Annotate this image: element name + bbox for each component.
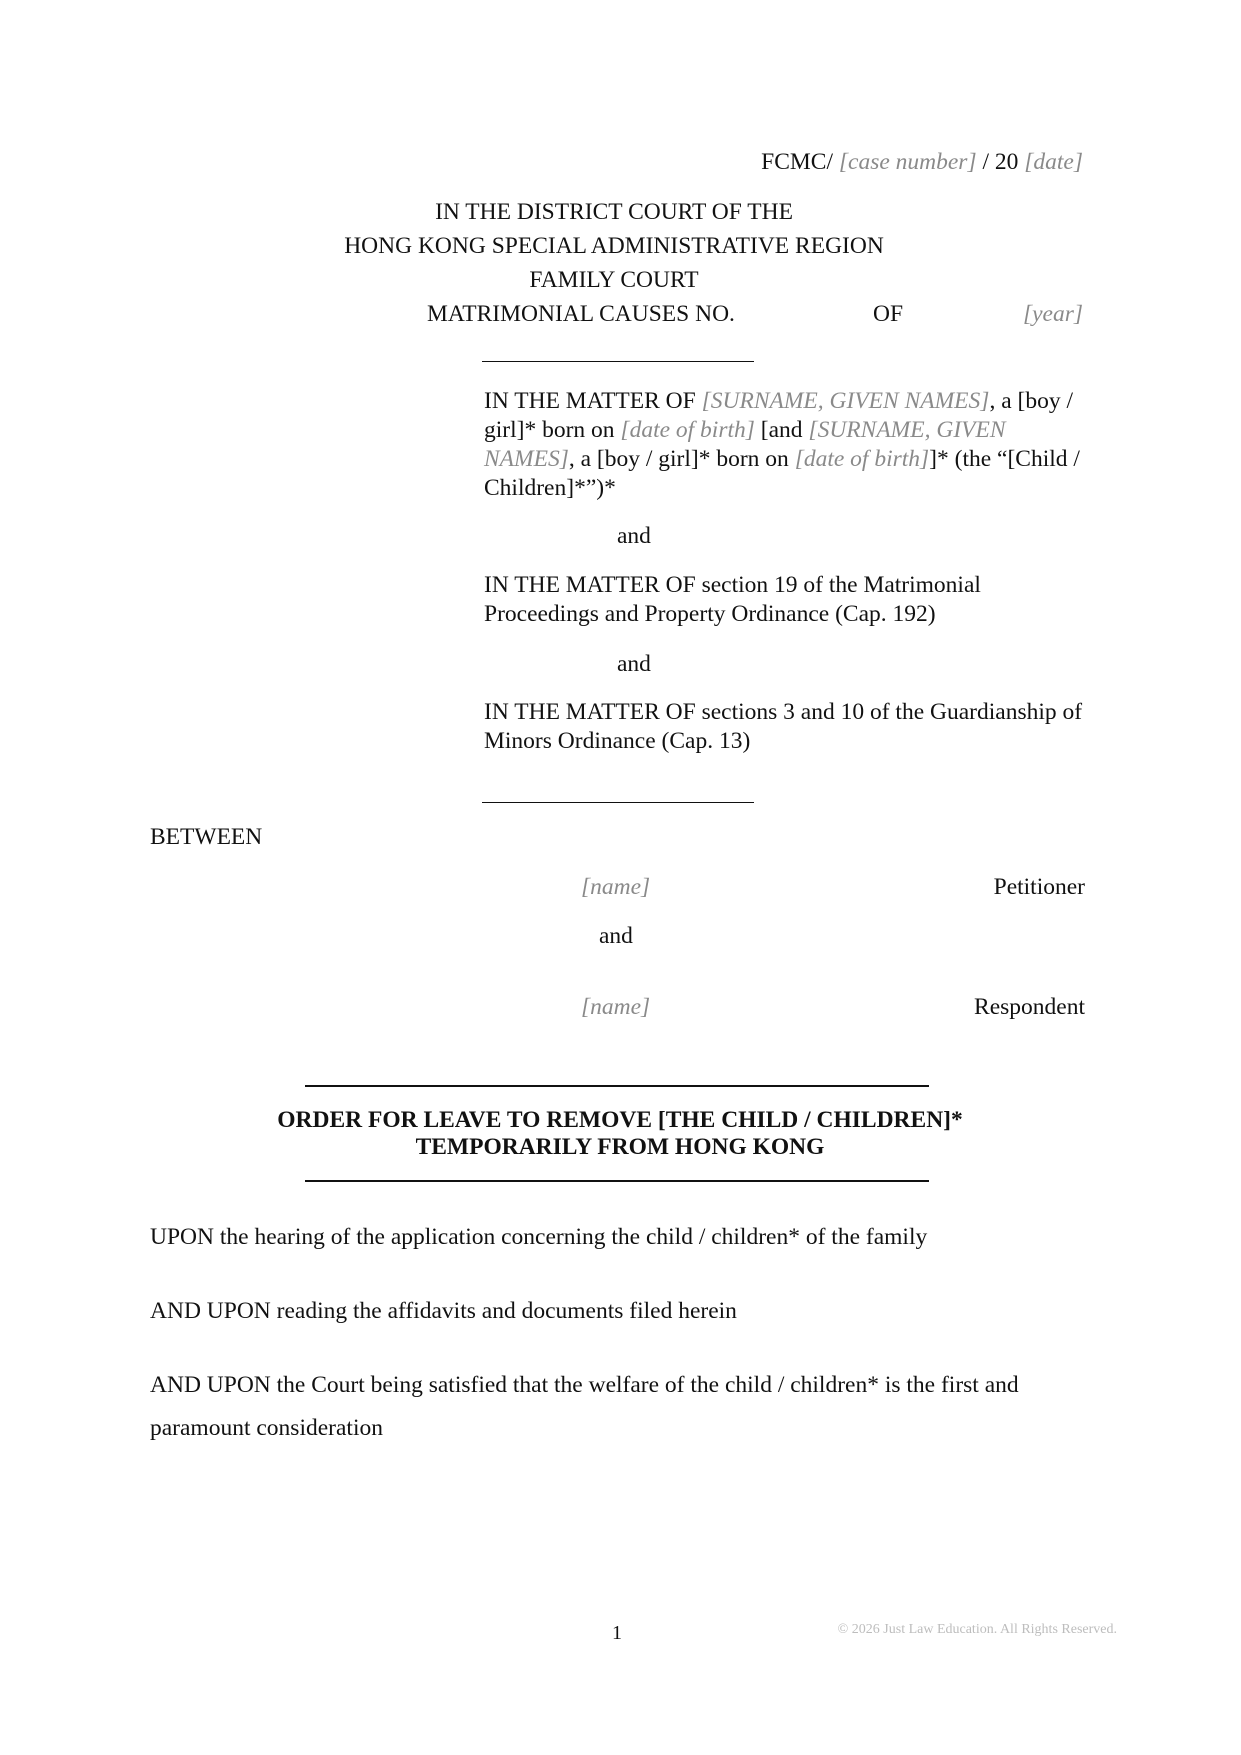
matter-guardianship: IN THE MATTER OF sections 3 and 10 of the Guardianship of Minors Ordinance (Cap. 13) <box>484 699 1083 754</box>
order-title-line-2: TEMPORARILY FROM HONG KONG <box>415 1134 825 1160</box>
date-placeholder: [date] <box>1024 149 1083 175</box>
matter-child-text-1: IN THE MATTER OF <box>484 388 702 414</box>
matter-child-text-2: , a [boy / girl]* born on <box>484 388 1073 443</box>
title-rule-top <box>305 1085 929 1087</box>
year-placeholder: [year] <box>1022 301 1083 327</box>
child-name-placeholder: [SURNAME, GIVEN NAMES] <box>701 388 990 414</box>
matter-child-text-4: , a [boy / girl]* born on <box>568 446 795 472</box>
recital-welfare-line-1: AND UPON the Court being satisfied that the welfare of the child / children* is the first and <box>150 1372 1019 1398</box>
case-separator: / 20 <box>976 149 1019 175</box>
divider-top <box>482 361 754 362</box>
and-connector-1: and <box>617 523 651 549</box>
between-label: BETWEEN <box>150 824 263 850</box>
child-dob-placeholder: [date of birth] <box>620 417 755 443</box>
divider-matters-end <box>482 802 754 803</box>
page-number: 1 <box>612 1622 622 1644</box>
second-child-name-placeholder: [SURNAME, GIVEN NAMES] <box>484 417 1006 472</box>
order-title-line-1: ORDER FOR LEAVE TO REMOVE [THE CHILD / CHILDREN]* <box>277 1107 963 1133</box>
recital-affidavits: AND UPON reading the affidavits and documents filed herein <box>150 1298 737 1324</box>
recital-hearing: UPON the hearing of the application concerning the child / children* of the family <box>150 1224 928 1250</box>
recital-welfare-line-2: paramount consideration <box>150 1415 383 1441</box>
petitioner-name-placeholder: [name] <box>581 874 651 900</box>
case-prefix: FCMC/ <box>761 149 833 175</box>
parties-and: and <box>599 923 633 949</box>
of-label: OF <box>873 301 904 327</box>
case-number-line <box>761 148 1083 177</box>
copyright-notice: © 2026 Just Law Education. All Rights Reserved. <box>837 1622 1117 1637</box>
case-number-placeholder: [case number] <box>838 149 977 175</box>
matter-child-text-3: [and <box>754 417 809 443</box>
court-line-1: IN THE DISTRICT COURT OF THE <box>435 199 793 225</box>
matrimonial-causes-label: MATRIMONIAL CAUSES NO. <box>427 301 735 327</box>
matter-child-text-5: ]* (the “[Child / Children]*”)* <box>484 446 1080 501</box>
court-line-2: HONG KONG SPECIAL ADMINISTRATIVE REGION <box>344 233 884 259</box>
petitioner-label: Petitioner <box>993 874 1085 900</box>
and-connector-2: and <box>617 651 651 677</box>
court-line-3: FAMILY COURT <box>529 267 699 293</box>
respondent-label: Respondent <box>974 994 1085 1020</box>
second-child-dob-placeholder: [date of birth] <box>794 446 930 472</box>
respondent-name-placeholder: [name] <box>581 994 651 1020</box>
matter-child <box>484 387 1084 503</box>
title-rule-bottom <box>305 1180 929 1182</box>
matter-section-19: IN THE MATTER OF section 19 of the Matrimonial Proceedings and Property Ordinance (Cap. 192) <box>484 572 981 627</box>
